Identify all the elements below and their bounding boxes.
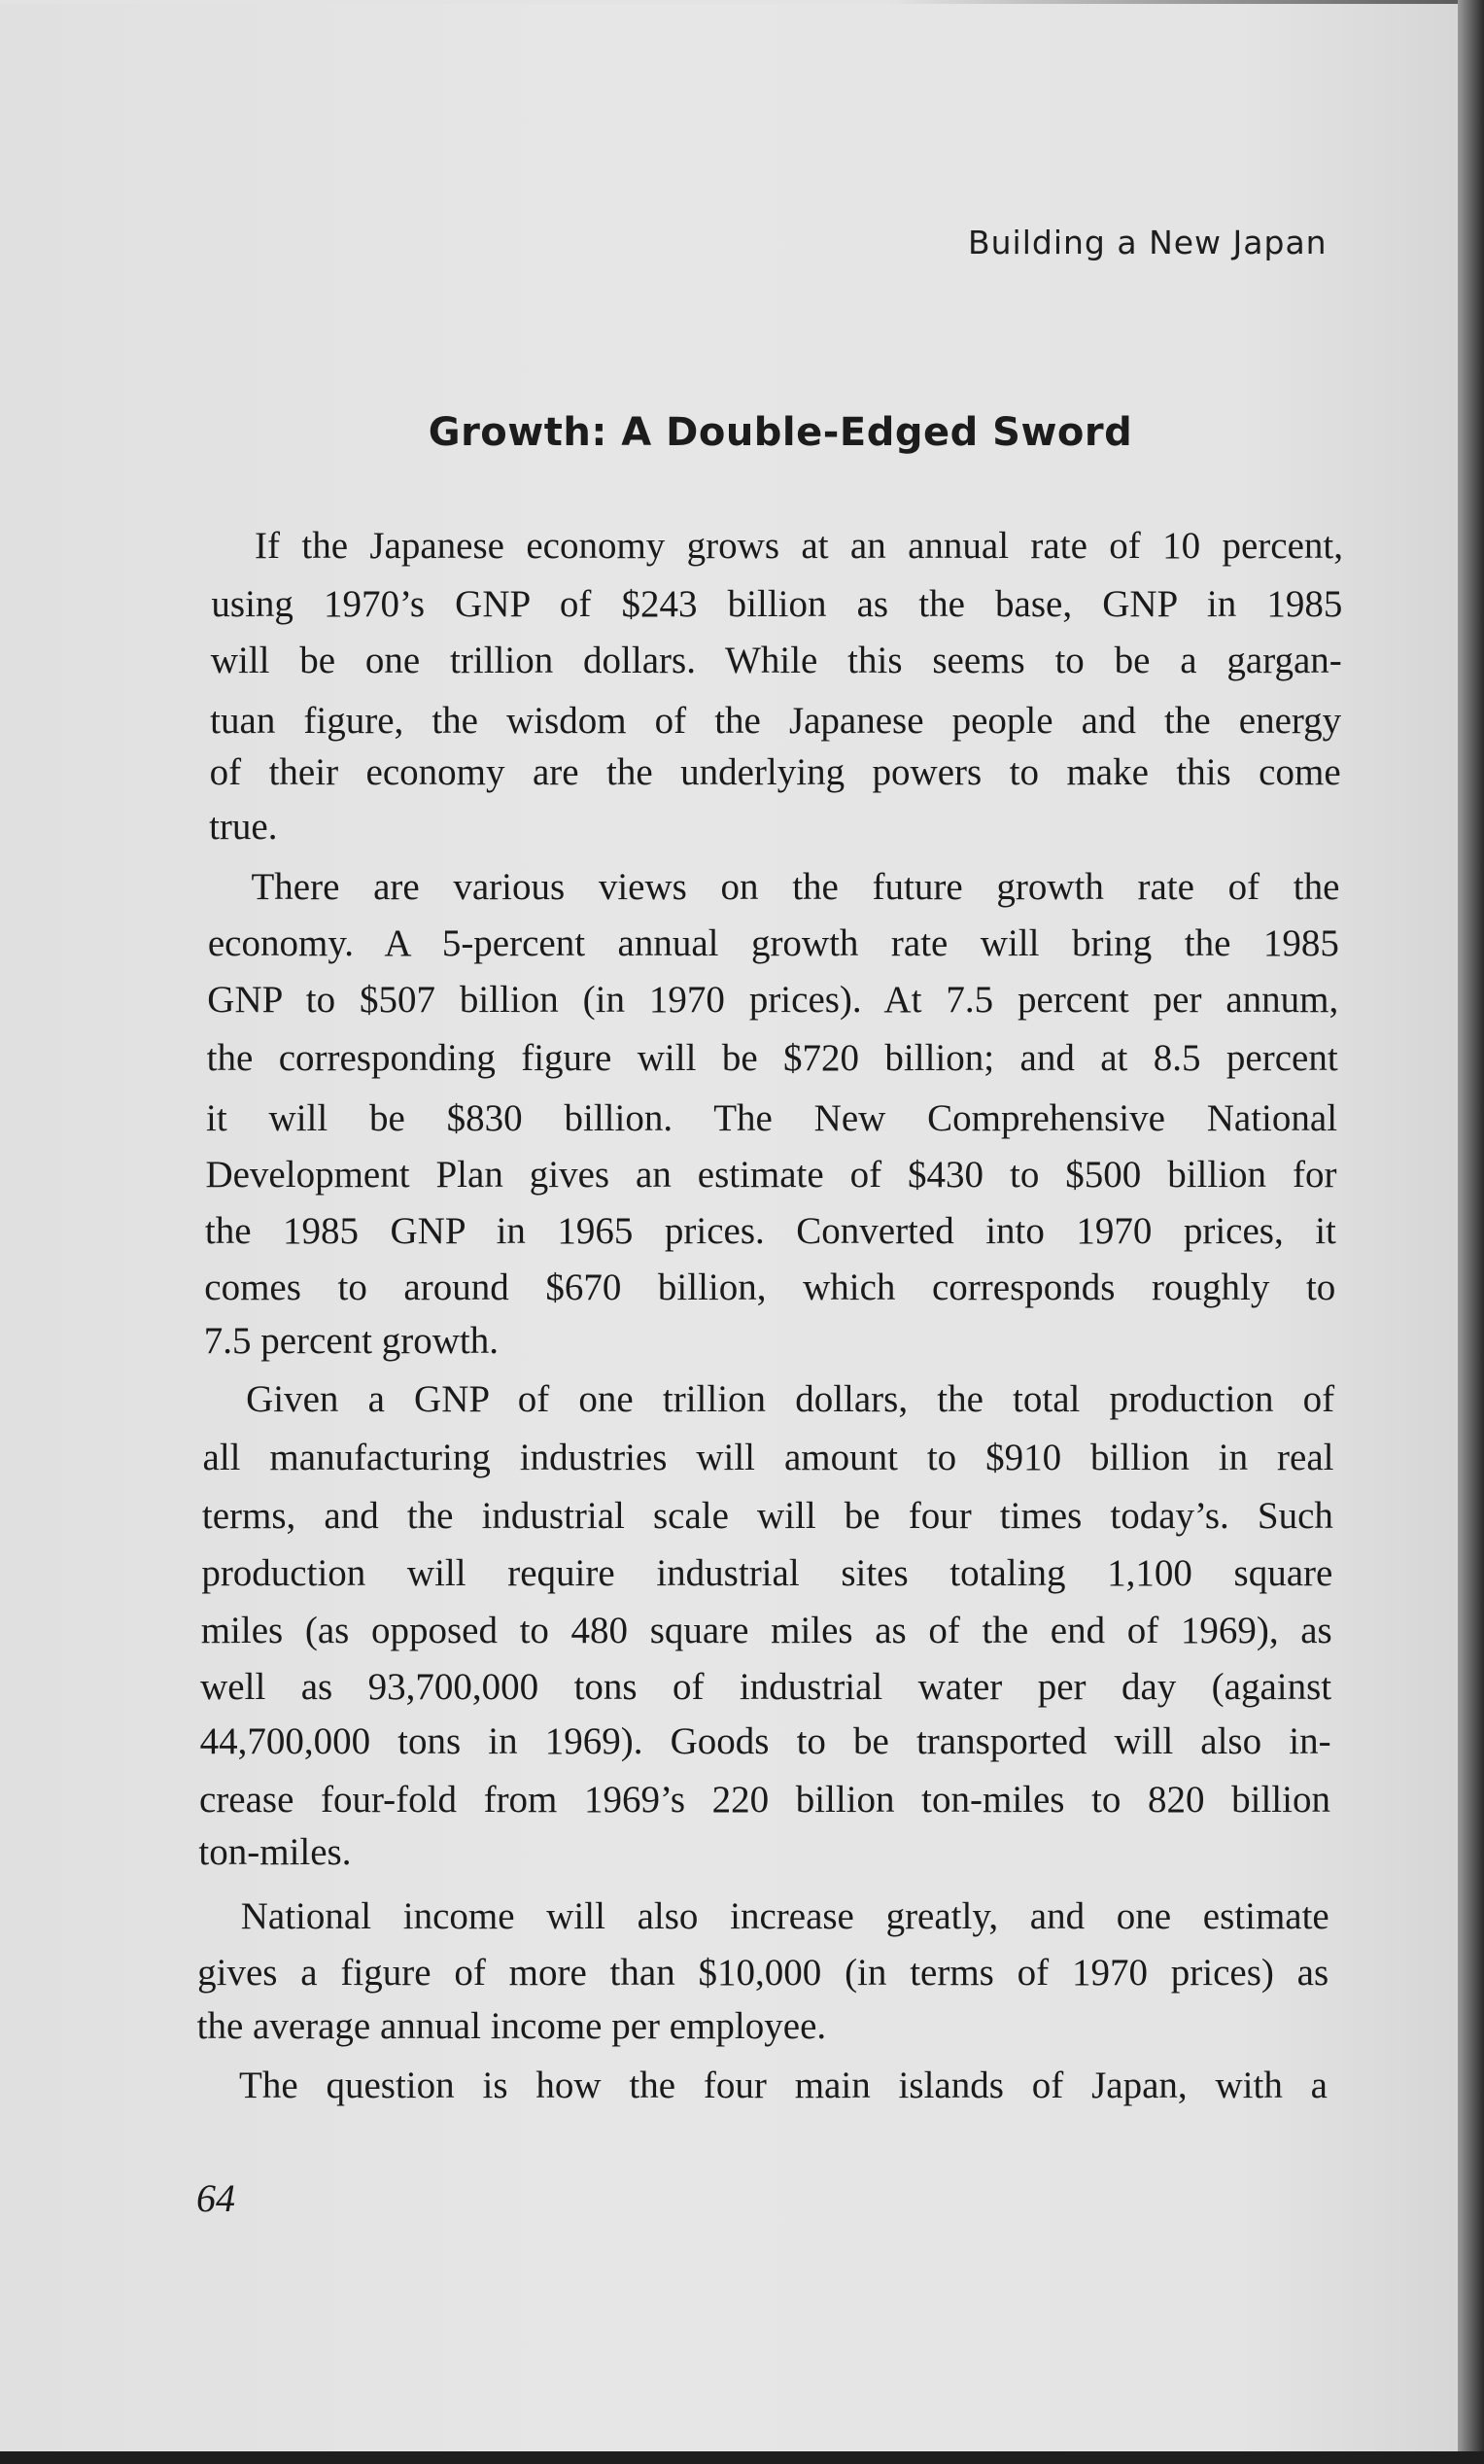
- paragraph-line: well as 93,700,000 tons of industrial water per day (against: [200, 1666, 1332, 1708]
- paragraph-first-line: National income will also increase greatly, and one estimate: [240, 1895, 1329, 1937]
- paragraph-line: 44,700,000 tons in 1969). Goods to be transported will also in-: [199, 1720, 1331, 1762]
- paragraph-first-line: Given a GNP of one trillion dollars, the total production of: [246, 1378, 1335, 1420]
- scan-edge-top: [0, 0, 1484, 4]
- paragraph-line: comes to around $670 billion, which corresponds roughly to: [204, 1267, 1336, 1308]
- scan-edge-bottom: [0, 2451, 1484, 2464]
- paragraph-line: ton-miles.: [198, 1831, 352, 1873]
- paragraph-line: terms, and the industrial scale will be four times today’s. Such: [201, 1495, 1333, 1537]
- paragraph-first-line: The question is how the four main islands of Japan, with a: [239, 2065, 1328, 2106]
- book-spine-edge: [1458, 0, 1484, 2464]
- paragraph-line: economy. A 5-percent annual growth rate will bring the 1985: [207, 922, 1339, 964]
- paragraph-line: tuan figure, the wisdom of the Japanese people and the energy: [210, 700, 1342, 742]
- paragraph-first-line: If the Japanese economy grows at an annual rate of 10 percent,: [255, 525, 1343, 567]
- paragraph-line: the 1985 GNP in 1965 prices. Converted into 1970 prices, it: [204, 1210, 1336, 1252]
- paragraph-line: 7.5 percent growth.: [203, 1320, 499, 1362]
- paragraph-line: GNP to $507 billion (in 1970 prices). At 7.5 percent per annum,: [207, 979, 1339, 1021]
- paragraph-line: will be one trillion dollars. While this seems to be a gargan-: [210, 640, 1342, 681]
- paragraph-line: of their economy are the underlying powers to make this come: [209, 751, 1341, 793]
- paragraph-line: using 1970’s GNP of $243 billion as the base, GNP in 1985: [211, 583, 1343, 625]
- paragraph-line: production will require industrial sites totaling 1,100 square: [201, 1552, 1333, 1594]
- paragraph-first-line: There are various views on the future growth rate of the: [251, 866, 1340, 908]
- paragraph-line: the corresponding figure will be $720 billion; and at 8.5 percent: [206, 1037, 1338, 1079]
- paragraph-line: all manufacturing industries will amount to $910 billion in real: [202, 1437, 1334, 1478]
- paragraph-line: true.: [209, 806, 278, 848]
- paragraph-line: miles (as opposed to 480 square miles as of the end of 1969), as: [200, 1610, 1332, 1651]
- section-title: Growth: A Double-Edged Sword: [428, 410, 1133, 455]
- page-number: 64: [196, 2176, 235, 2220]
- paragraph-line: Development Plan gives an estimate of $430 to $500 billion for: [205, 1154, 1337, 1196]
- running-head: Building a New Japan: [968, 224, 1328, 261]
- paragraph-line: gives a figure of more than $10,000 (in terms of 1970 prices) as: [197, 1952, 1329, 1994]
- paragraph-line: the average annual income per employee.: [196, 2005, 827, 2047]
- paragraph-line: it will be $830 billion. The New Comprehensive National: [206, 1097, 1338, 1139]
- paragraph-line: crease four-fold from 1969’s 220 billion ton-miles to 820 billion: [198, 1779, 1330, 1821]
